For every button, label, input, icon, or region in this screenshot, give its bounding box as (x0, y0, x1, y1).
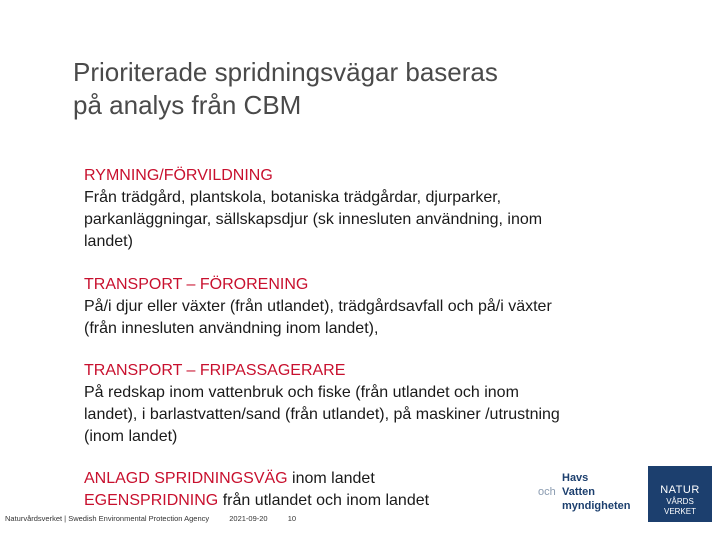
hav-logo-word-och: och (538, 486, 556, 498)
section-text-line: landet) (84, 233, 133, 250)
footer-org: Naturvårdsverket | Swedish Environmental Protection Agency (5, 514, 210, 523)
hav-logo-word-myndigheten: myndigheten (562, 500, 631, 512)
section-text-line: På/i djur eller växter (från utlandet), trädgårdsavfall och på/i växter (84, 298, 552, 315)
section-text-line: landet), i barlastvatten/sand (från utlandet), på maskiner /utrustning (84, 406, 560, 423)
natur-logo-line-2: VÅRDS (666, 497, 694, 506)
slide-title-line-2: på analys från CBM (73, 90, 302, 120)
havs-och-vatten-logo (538, 472, 638, 524)
section-text-line: (inom landet) (84, 428, 178, 445)
section-text-line: parkanläggningar, sällskapsdjur (sk innesluten användning, inom (84, 211, 543, 228)
slide-title (73, 56, 673, 122)
slide-footer (5, 514, 296, 523)
section-transport-fripassagerare (84, 360, 684, 448)
section-heading: RYMNING/FÖRVILDNING (84, 167, 273, 184)
section-heading: TRANSPORT – FRIPASSAGERARE (84, 362, 346, 379)
text-anlagd-rest: inom landet (287, 470, 375, 487)
slide-title-line-1: Prioriterade spridningsvägar baseras (73, 57, 498, 87)
footer-date: 2021-09-20 (229, 514, 268, 523)
text-egenspridning-rest: från utlandet och inom landet (218, 492, 430, 509)
hav-logo-word-vatten: Vatten (562, 486, 596, 498)
section-text-line: Från trädgård, plantskola, botaniska trädgårdar, djurparker, (84, 189, 502, 206)
section-heading: TRANSPORT – FÖRORENING (84, 276, 309, 293)
section-text-line: På redskap inom vattenbruk och fiske (från utlandet och inom (84, 384, 519, 401)
section-text-line: (från innesluten användning inom landet), (84, 320, 379, 337)
natur-logo-line-1: NATUR (660, 484, 700, 496)
red-label-anlagd: ANLAGD SPRIDNINGSVÄG (84, 470, 288, 487)
section-transport-fororening (84, 274, 684, 340)
hav-logo-word-havs: Havs (562, 472, 589, 484)
natur-logo-line-3: VERKET (663, 507, 696, 516)
red-label-egenspridning: EGENSPRIDNING (84, 492, 219, 509)
section-rymning (84, 165, 684, 253)
naturvardsverket-logo (648, 466, 712, 522)
footer-page-number: 10 (287, 514, 297, 523)
